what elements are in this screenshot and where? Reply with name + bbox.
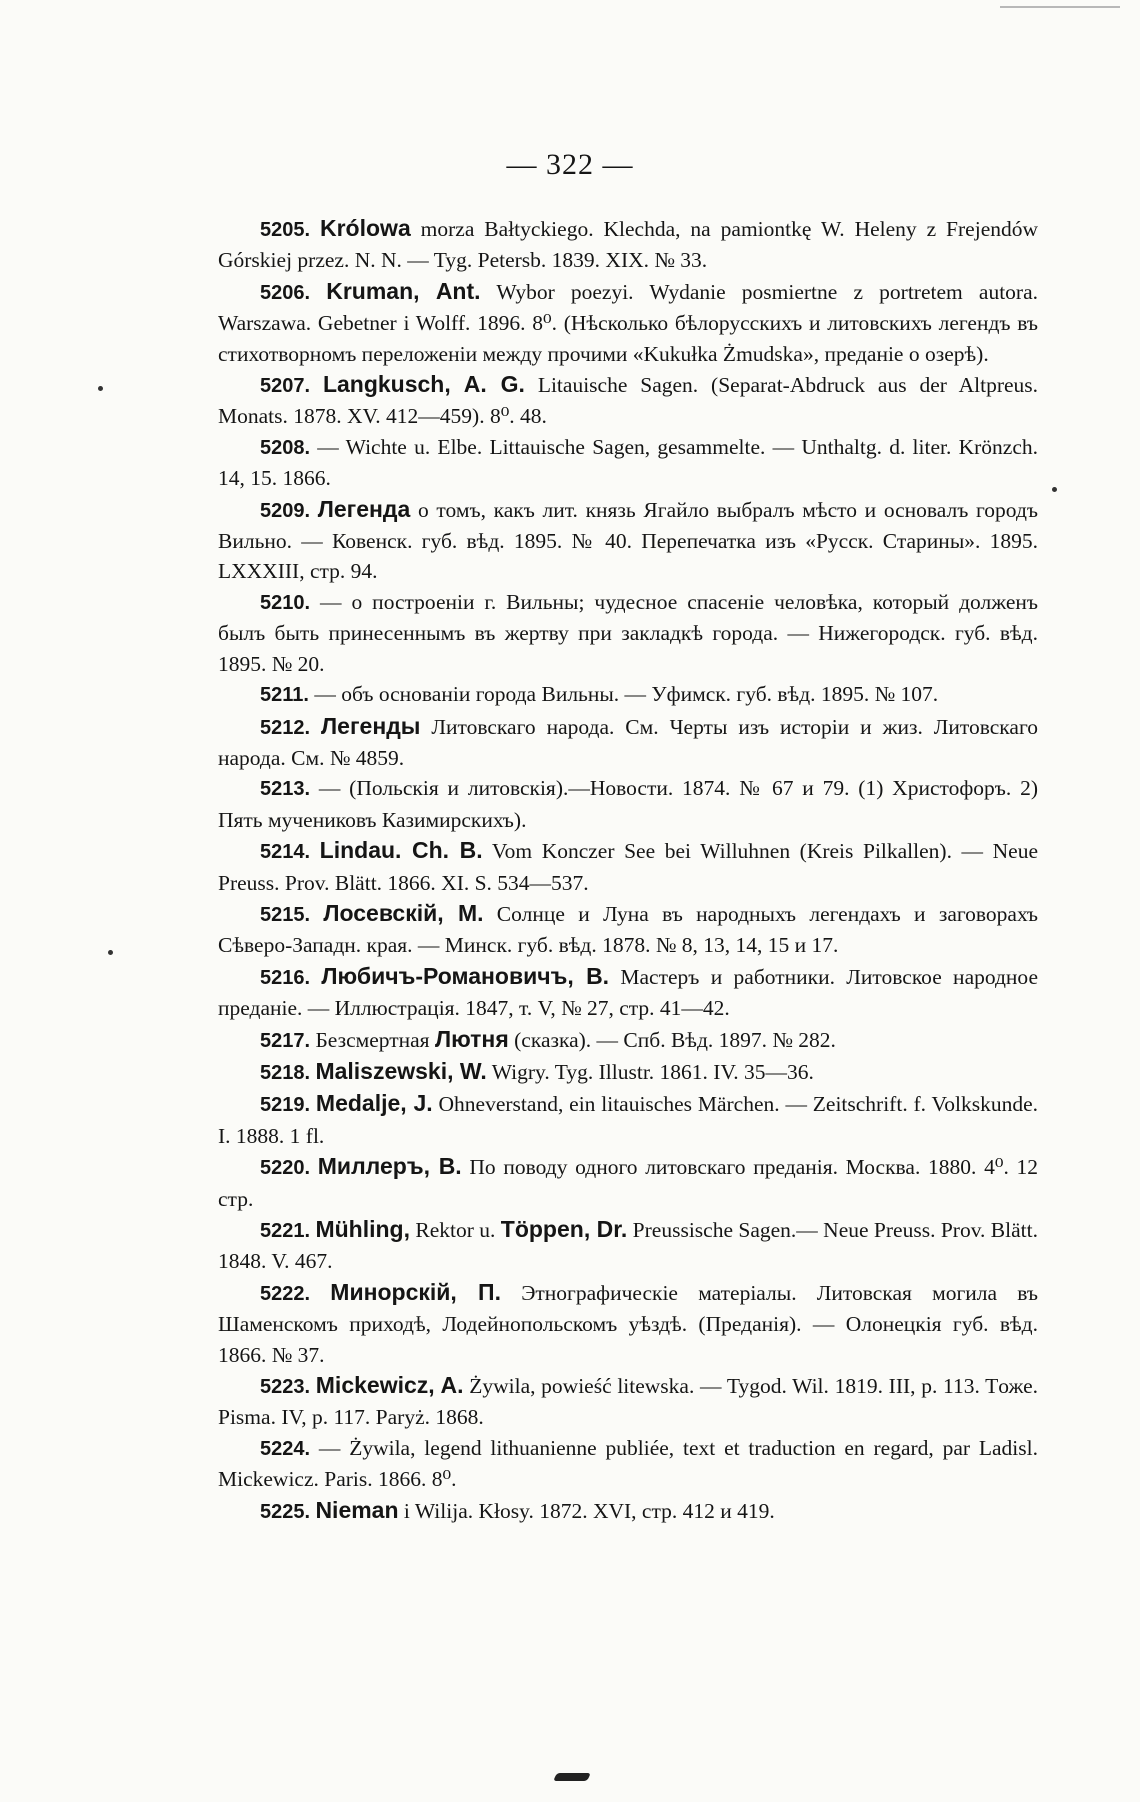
entry-5225 [218,1495,1038,1527]
entry-text: о томъ, какъ лит. князь Ягайло выбралъ мѣсто и основалъ городъ Вильно. — Ковенск. губ. вѣд. 1895. № 40. Перепечатка изъ «Русск. Старины». 1895. LXXXIII, стр. 94. [218,497,1038,584]
entry-5211 [218,679,1038,710]
entry-5212 [218,711,1038,774]
entry-number: 5207. [260,375,311,398]
entry-author: Mühling, [315,1216,410,1242]
entry-author: Królowa [320,215,411,241]
entry-5218 [218,1056,1038,1088]
entry-number: 5215. [260,903,311,926]
entry-text: Ohneverstand, ein litauisches Märchen. — Zeitschrift. f. Volkskunde. I. 1888. 1 fl. [218,1092,1039,1148]
entry-number: 5211. [260,684,309,707]
bibliography-entries [218,213,1038,1527]
entry-5222 [218,1277,1038,1370]
entry-5213 [218,773,1038,835]
entry-text: (сказка). — Спб. Вѣд. 1897. № 282. [508,1027,836,1052]
margin-ink-mark [108,950,113,955]
entry-5206 [218,276,1038,369]
entry-number: 5217. [260,1029,311,1052]
entry-5215 [218,898,1038,961]
entry-number: 5208. [260,436,311,459]
entry-5214 [218,835,1038,898]
entry-author: Langkusch, A. G. [322,371,525,398]
entry-number: 5210. [260,591,311,614]
page-number: — 322 — [506,148,634,181]
entry-5210 [218,587,1038,679]
entry-text: — (Польскія и литовскія).—Новости. 1874. № 67 и 79. (1) Христофоръ. 2) Пять мучениковъ Казимирскихъ). [218,776,1038,832]
entry-text: Этнографическіе матеріалы. Литовская могила въ Шаменскомъ приходѣ, Лодейнопольскомъ уѣздѣ. (Преданія). — Олонецкія губ. вѣд. 1866. № 37. [218,1280,1039,1367]
entry-title-bold: Лютня [434,1025,509,1052]
entry-text: Wybor poezyi. Wydanie posmiertne z portretem autora. Warszawa. Gebetner i Wolff. 1896. 8⁰. (Нѣсколько бѣлорусскихъ и литовскихъ легендъ въ стихотворномъ переложеніи между прочими «Kukułka Żmudska», преданіе о озерѣ). [218,279,1039,366]
entry-author: Nieman [315,1496,399,1523]
entry-number: 5225. [260,1500,311,1523]
entry-text: i Wilija. Kłosy. 1872. XVI, стр. 412 и 419. [398,1498,775,1523]
entry-author: Миллеръ, В. [317,1153,462,1180]
entry-text: — Żywila, legend lithuanienne publiée, text et traduction en regard, par Ladisl. Mickewicz. Paris. 1866. 8⁰. [218,1435,1038,1492]
entry-author: Medalje, J. [315,1090,433,1117]
entry-text: Preussische Sagen.— Neue Preuss. Prov. Blätt. 1848. V. 467. [218,1218,1038,1274]
entry-5221 [218,1214,1038,1277]
entry-number: 5214. [260,841,311,864]
entry-author: Минорскій, П. [330,1278,501,1305]
entry-text-prefix: Rektor u. [409,1218,501,1242]
entry-coauthor: Töppen, Dr. [500,1216,628,1242]
entry-text: — Wichte u. Elbe. Littauische Sagen, gesammelte. — Unthaltg. d. liter. Krönzch. 14, 15. 1866. [218,434,1038,491]
entry-number: 5205. [260,219,311,241]
entry-author: Mickewicz, A. [315,1372,464,1399]
entry-number: 5222. [260,1282,311,1305]
bottom-ink-mark [553,1773,591,1781]
margin-ink-mark [98,386,103,391]
entry-5223 [218,1370,1038,1433]
entry-text: — о построеніи г. Вильны; чудесное спасеніе человѣка, который долженъ былъ быть принесеннымъ въ жертву при закладкѣ города. — Нижегородск. губ. вѣд. 1895. № 20. [218,589,1038,676]
entry-number: 5212. [260,716,311,739]
entry-number: 5221. [260,1220,311,1242]
entry-number: 5223. [260,1376,311,1399]
entry-number: 5209. [260,499,311,522]
scan-edge-line [1000,6,1120,8]
entry-number: 5213. [260,778,311,801]
entry-5224 [218,1433,1038,1495]
entry-text: Żywila, powieść litewska. — Tygod. Wil. 1819. III, p. 113. Tоже. Pisma. IV, p. 117. Paryż. 1868. [218,1374,1038,1430]
margin-ink-mark [1052,487,1057,492]
entry-text: Литовскаго народа. См. Черты изъ исторіи и жиз. Литовскаго народа. См. № 4859. [218,714,1038,770]
entry-number: 5216. [260,966,311,989]
entry-number: 5220. [260,1157,311,1180]
entry-5205 [218,213,1038,276]
entry-author: Лосевскій, М. [323,899,484,926]
entry-text-prefix: Безсмертная [310,1027,435,1052]
entry-number: 5206. [260,281,311,304]
entry-author: Maliszewski, W. [315,1057,487,1084]
entry-author: Легенда [317,495,411,522]
entry-text: Vom Konczer See bei Willuhnen (Kreis Pilkallen). — Neue Preuss. Prov. Blätt. 1866. XI. S. 534—537. [218,839,1038,895]
entry-5217 [218,1024,1038,1056]
entry-author: Легенды [321,712,421,739]
entry-text: Солнце и Луна въ народныхъ легендахъ и заговорахъ Сѣверо-Западн. края. — Минск. губ. вѣд. 1878. № 8, 13, 14, 15 и 17. [218,901,1038,958]
entry-text: Мастеръ и работники. Литовское народное преданіе. — Иллюстрація. 1847, т. V, № 27, стр. 41—42. [218,964,1038,1021]
entry-number: 5219. [260,1094,311,1117]
entry-5208 [218,432,1038,494]
entry-author: Kruman, Ant. [326,277,481,304]
entry-text: По поводу одного литовскаго преданія. Москва. 1880. 4⁰. 12 стр. [218,1155,1039,1211]
entry-text: — объ основаніи города Вильны. — Уфимск. губ. вѣд. 1895. № 107. [308,682,939,707]
entry-number: 5224. [260,1437,311,1460]
entry-text: morza Bałtyckiego. Klechda, na pamiontkę W. Heleny z Frejendów Górskiej przez. N. N. — Tyg. Petersb. 1839. XIX. № 33. [218,217,1039,273]
entry-author: Lindau. Ch. B. [319,837,483,864]
entry-5219 [218,1088,1038,1151]
entry-5216 [218,961,1038,1024]
entry-5207 [218,369,1038,432]
entry-text: Wigry. Tyg. Illustr. 1861. IV. 35—36. [486,1059,814,1084]
entry-5209 [218,494,1038,587]
entry-text: Litauische Sagen. (Separat-Abdruck aus der Altpreus. Monats. 1878. XV. 412—459). 8⁰. 48. [218,373,1039,429]
entry-5220 [218,1151,1038,1214]
entry-author: Любичъ-Романовичъ, В. [321,962,610,989]
entry-number: 5218. [260,1061,311,1084]
